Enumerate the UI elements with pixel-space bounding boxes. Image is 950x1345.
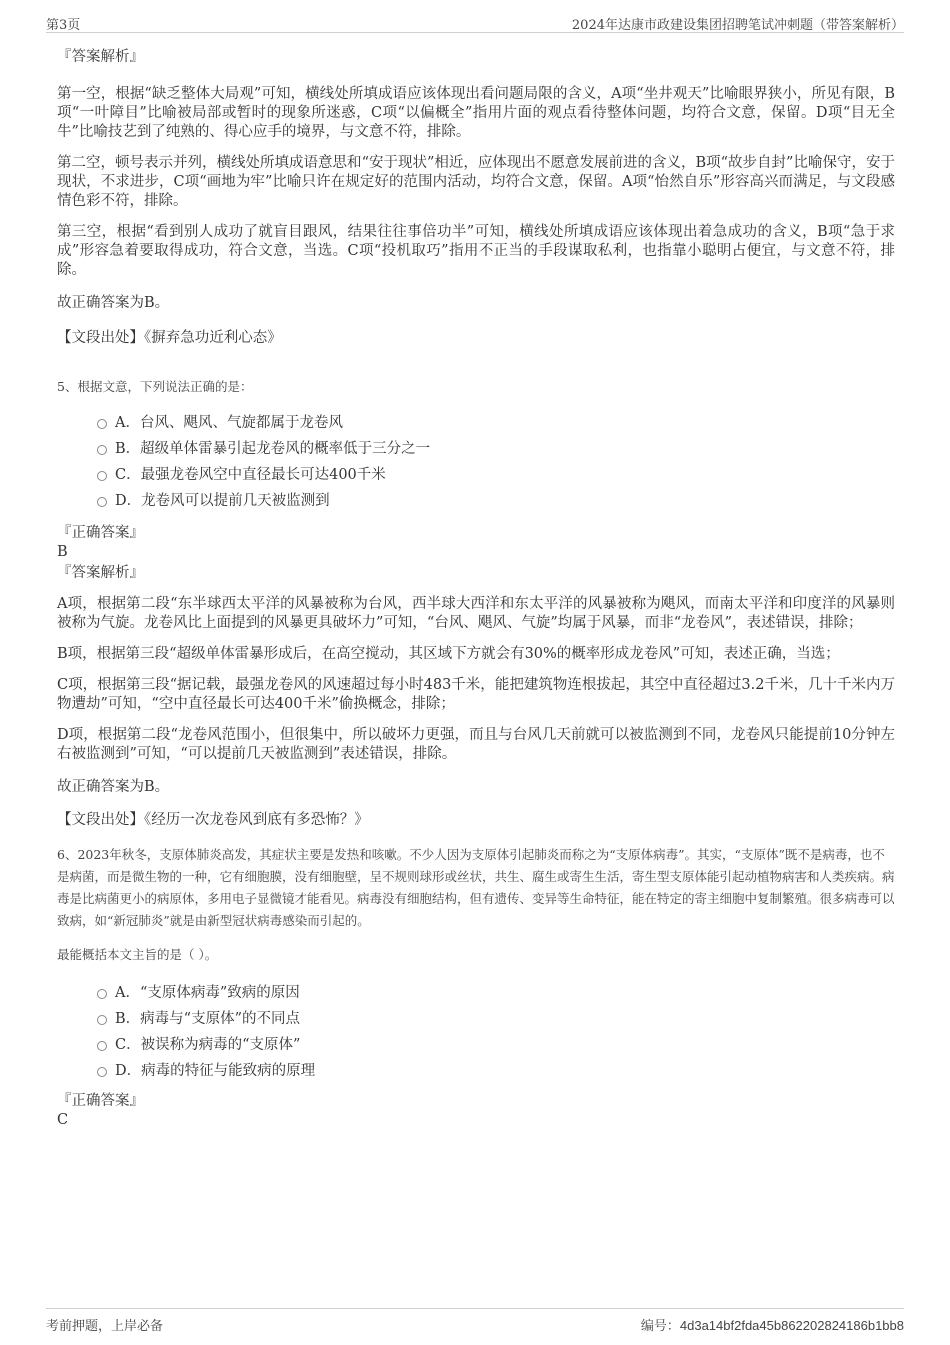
q6-stem: 6、2023年秋冬，支原体肺炎高发，其症状主要是发热和咳嗽。不少人因为支原体引起肺炎而称之为“支原体病毒”。其实，“支原体”既不是病毒，也不是病菌，而是微生物的一种，它有细胞膜，没有细胞壁，呈不规则球形或丝状，共生、腐生或寄生生活，寄生型支原体能引起动植物病害和人类疾病。病毒是比病菌更小的病原体，多用电子显微镜才能看见。病毒没有细胞结构，但有遗传、变异等生命特征，能在特定的寄主细胞中复制繁殖。很多病毒可以致病，如“新冠肺炎”就是由新型冠状病毒感染而引起的。	[57, 847, 895, 928]
radio-icon[interactable]	[97, 1067, 107, 1077]
q5-stem: 5、根据文意，下列说法正确的是：	[57, 379, 253, 394]
q5-analysis-paragraph: C项，根据第三段“据记载，最强龙卷风的风速超过每小时483千米，能把建筑物连根拔起，其空中直径超过3.2千米，几十千米内万物遭劫”可知，“空中直径最长可达400千米”偷换概念，排除；	[57, 677, 895, 712]
document-code	[641, 1315, 904, 1334]
q4-analysis-paragraph: 第一空，根据“缺乏整体大局观”可知，横线处所填成语应该体现出看问题局限的含义，A项“坐井观天”比喻眼界狭小，所见有限，B项“一叶障目”比喻被局部或暂时的现象所迷惑，C项“以偏概全”指用片面的观点看待整体问题，均符合文意，保留。D项“目无全牛”比喻技艺到了纯熟的、得心应手的境界，与文意不符，排除。	[57, 86, 895, 140]
q6-option-b[interactable]: B．病毒与“支原体”的不同点	[97, 1006, 895, 1032]
document-title: 2024年达康市政建设集团招聘笔试冲刺题（带答案解析）	[571, 18, 904, 33]
q5-analysis-paragraph: B项，根据第三段“超级单体雷暴形成后，在高空搅动，其区域下方就会有30%的概率形成龙卷风”可知，表述正确，当选；	[57, 646, 840, 662]
page-footer	[46, 1308, 904, 1333]
q6-question: 最能概括本文主旨的是（ ）。	[57, 947, 218, 962]
q4-conclusion: 故正确答案为B。	[57, 295, 170, 311]
q6-answer: C	[57, 1112, 69, 1128]
q5-answer: B	[57, 544, 68, 560]
radio-icon[interactable]	[97, 445, 107, 455]
code-label: 编号：	[640, 1319, 680, 1334]
q5-analysis-paragraph: A项，根据第二段“东半球西太平洋的风暴被称为台风，西半球大西洋和东太平洋的风暴被称为飓风，而南太平洋和印度洋的风暴则被称为气旋。龙卷风比上面提到的风暴更具破坏力”可知，“台风、飓风、气旋”均属于风暴，而非“龙卷风”，表述错误，排除；	[57, 596, 895, 631]
q6-option-d[interactable]: D．病毒的特征与能致病的原理	[97, 1058, 895, 1084]
radio-icon[interactable]	[97, 419, 107, 429]
page-header	[46, 12, 904, 33]
q4-analysis-label: 『答案解析』	[57, 49, 144, 65]
q6-option-a[interactable]: A．“支原体病毒”致病的原因	[97, 980, 895, 1006]
q5-option-d[interactable]: D．龙卷风可以提前几天被监测到	[97, 488, 895, 514]
q4-analysis-paragraph: 第二空，顿号表示并列，横线处所填成语意思和“安于现状”相近，应体现出不愿意发展前进的含义，B项“故步自封”比喻保守，安于现状，不求进步，C项“画地为牢”比喻只许在规定好的范围内活动，均符合文意，保留。A项“怡然自乐”形容高兴而满足，与文段感情色彩不符，排除。	[57, 155, 895, 209]
code-value: 4d3a14bf2fda45b862202824186b1bb8	[679, 1318, 904, 1333]
radio-icon[interactable]	[97, 471, 107, 481]
q4-source: 【文段出处】《摒弃急功近利心态》	[57, 330, 282, 346]
radio-icon[interactable]	[97, 1015, 107, 1025]
q5-option-c[interactable]: C．最强龙卷风空中直径最长可达400千米	[97, 462, 895, 488]
q5-answer-label: 『正确答案』	[57, 525, 144, 541]
q4-analysis-paragraph: 第三空，根据“看到别人成功了就盲目跟风，结果往往事倍功半”可知，横线处所填成语应该体现出着急成功的含义，B项“急于求成”形容急着要取得成功，符合文意，当选。C项“投机取巧”指用不正当的手段谋取私利，也指靠小聪明占便宜，与文意不符，排除。	[57, 224, 895, 278]
q5-source: 【文段出处】《经历一次龙卷风到底有多恐怖？》	[57, 812, 369, 828]
q5-conclusion: 故正确答案为B。	[57, 779, 170, 795]
q5-option-a[interactable]: A．台风、飓风、气旋都属于龙卷风	[97, 410, 895, 436]
radio-icon[interactable]	[97, 989, 107, 999]
q6-answer-label: 『正确答案』	[57, 1093, 144, 1109]
radio-icon[interactable]	[97, 1041, 107, 1051]
page-content	[57, 46, 895, 1130]
q6-option-c[interactable]: C．被误称为病毒的“支原体”	[97, 1032, 895, 1058]
q5-option-b[interactable]: B．超级单体雷暴引起龙卷风的概率低于三分之一	[97, 436, 895, 462]
q6-options	[57, 980, 895, 1084]
q5-options	[57, 410, 895, 514]
page-number: 第3页	[46, 18, 81, 33]
footer-slogan: 考前押题，上岸必备	[46, 1319, 164, 1334]
q5-analysis-label: 『答案解析』	[57, 565, 144, 581]
q5-analysis-paragraph: D项，根据第二段“龙卷风范围小，但很集中，所以破坏力更强，而且与台风几天前就可以被监测到不同，龙卷风只能提前10分钟左右被监测到”可知，“可以提前几天被监测到”表述错误，排除。	[57, 727, 895, 762]
radio-icon[interactable]	[97, 497, 107, 507]
